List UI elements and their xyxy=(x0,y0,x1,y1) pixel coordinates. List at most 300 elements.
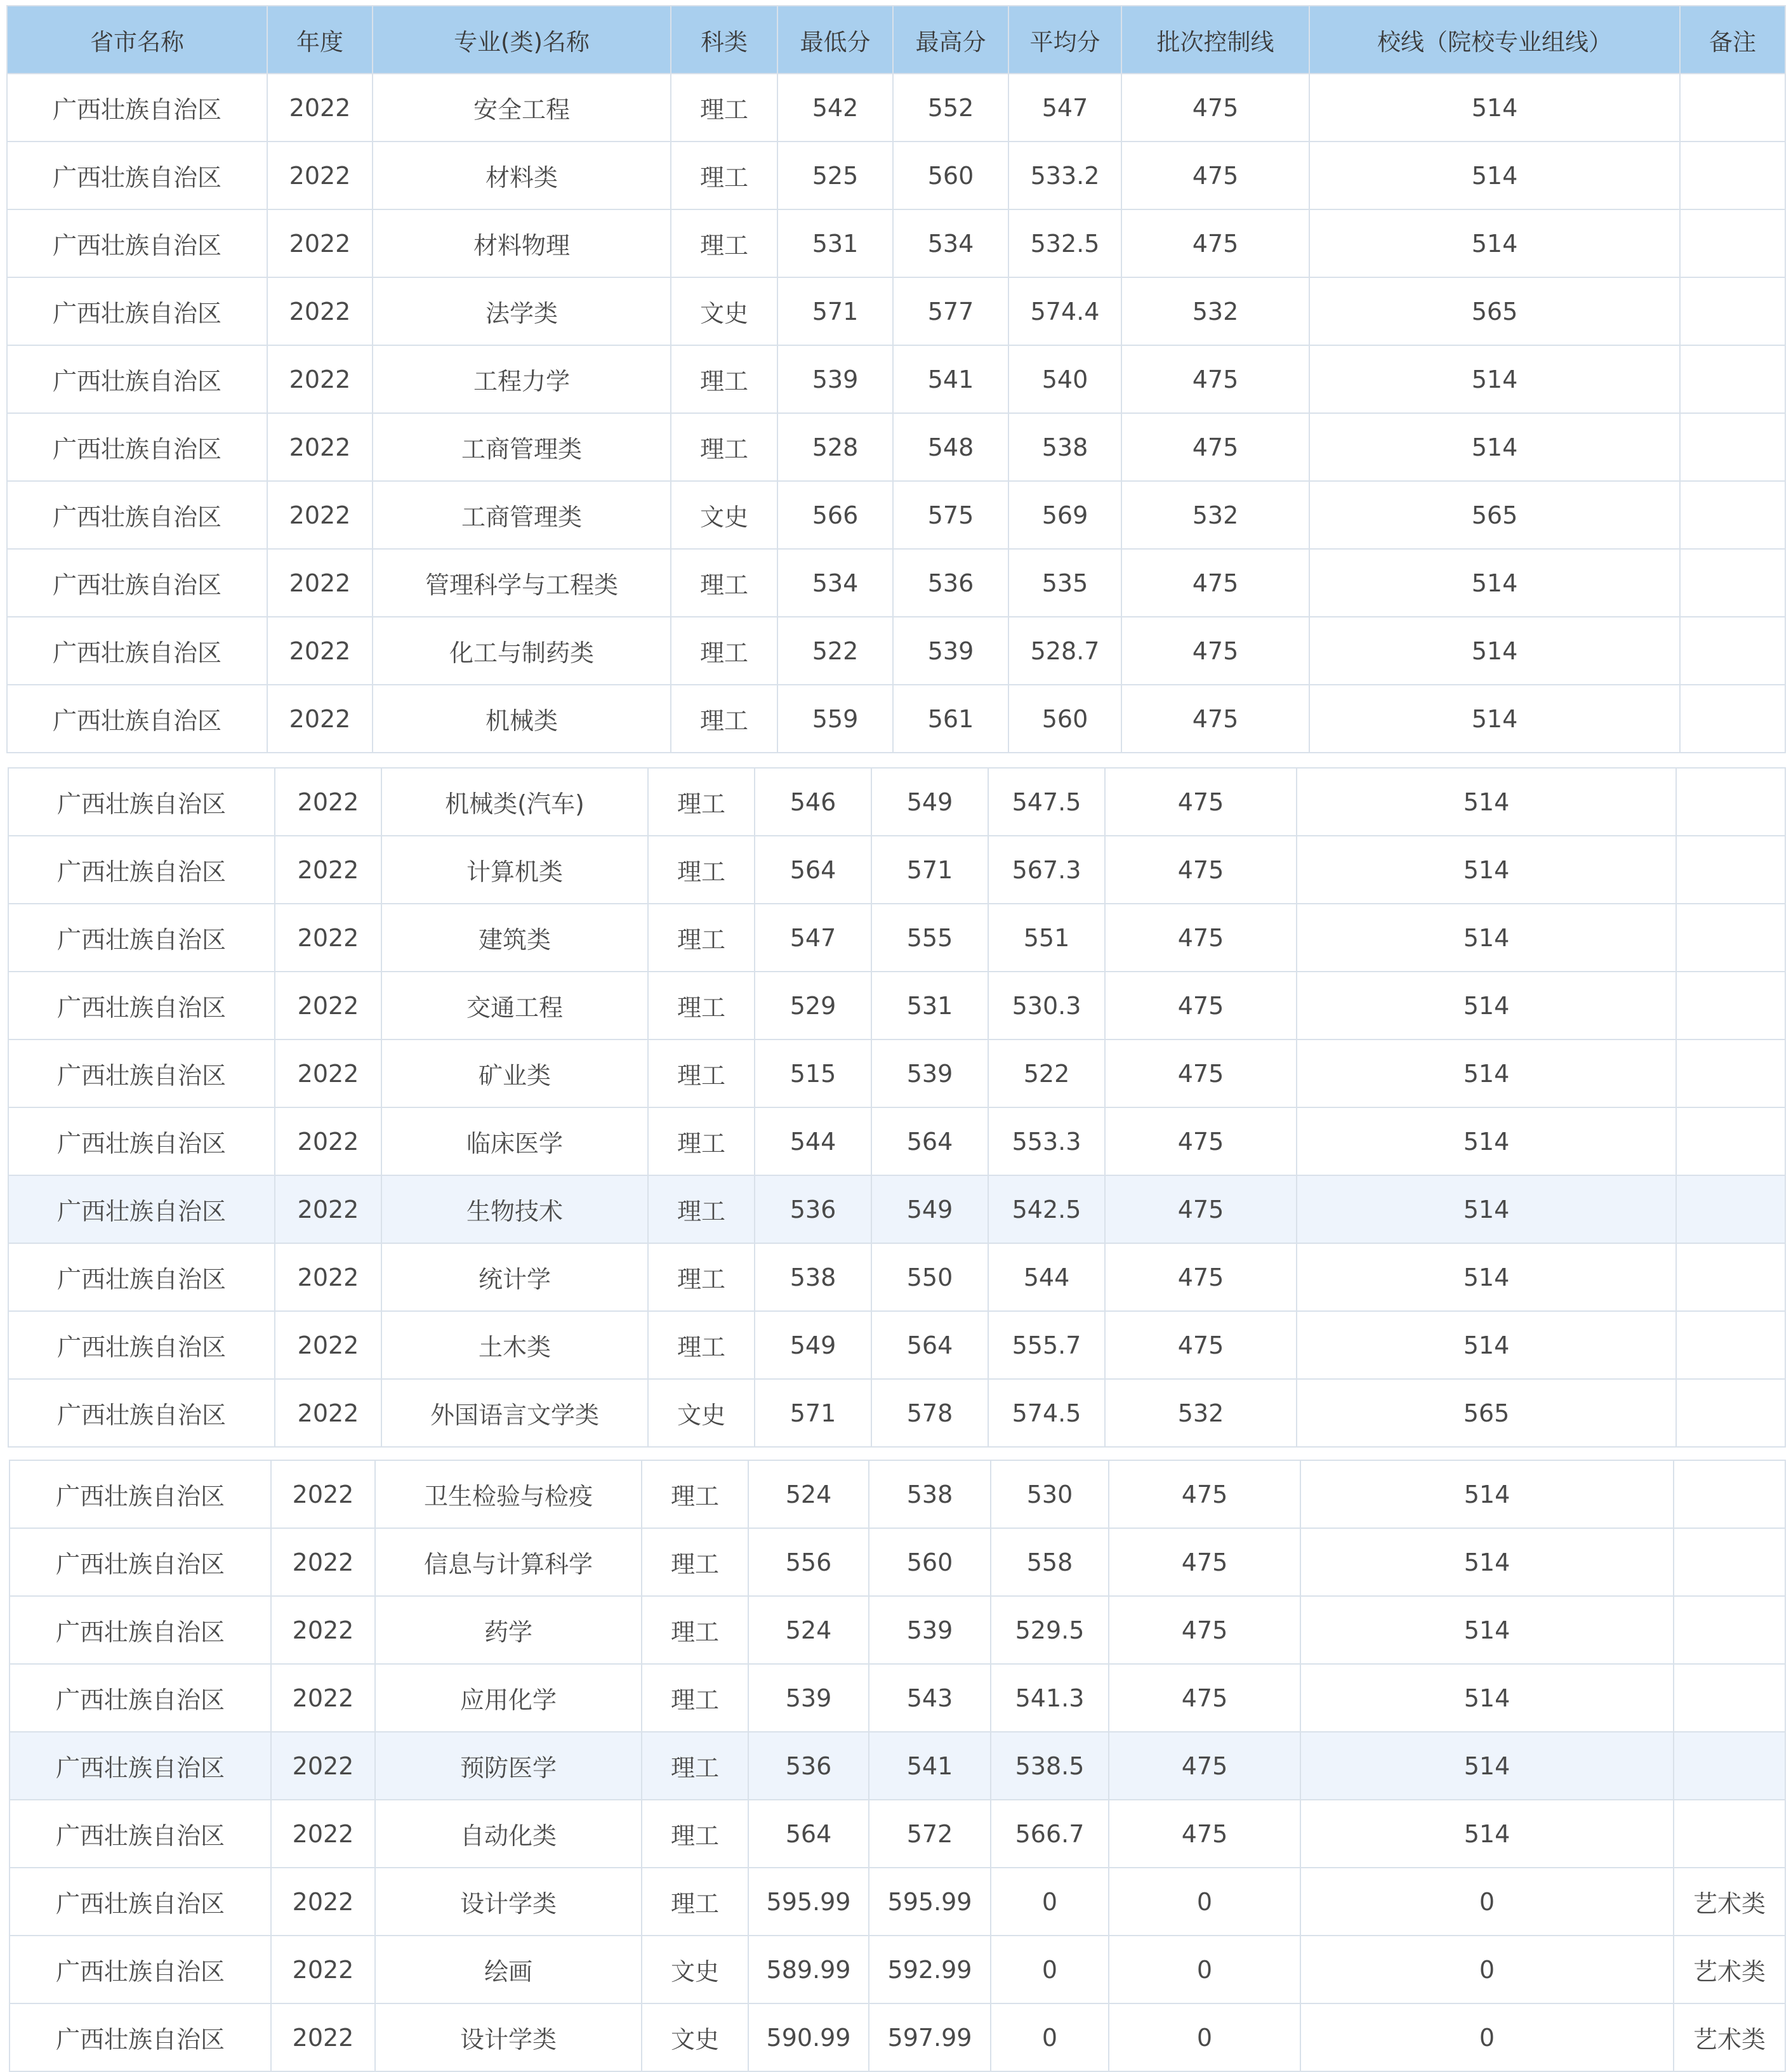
cell-avg-score: 0 xyxy=(991,1936,1109,2003)
cell-province: 广西壮族自治区 xyxy=(7,209,267,277)
cell-batch-line: 475 xyxy=(1105,904,1297,972)
cell-school-line: 565 xyxy=(1309,277,1680,345)
cell-category: 理工 xyxy=(648,1107,755,1175)
cell-batch-line: 532 xyxy=(1121,481,1309,549)
table-row[interactable] xyxy=(10,1528,1785,1596)
header-category[interactable]: 科类 xyxy=(671,6,777,74)
cell-category: 理工 xyxy=(648,1039,755,1107)
cell-major: 工商管理类 xyxy=(373,413,671,481)
cell-year: 2022 xyxy=(267,685,373,753)
cell-year: 2022 xyxy=(271,2003,375,2071)
cell-year: 2022 xyxy=(267,345,373,413)
cell-max-score: 571 xyxy=(871,836,988,904)
cell-province: 广西壮族自治区 xyxy=(10,1528,271,1596)
cell-min-score: 544 xyxy=(755,1107,871,1175)
scores-table-part-2 xyxy=(8,767,1786,1448)
cell-min-score: 589.99 xyxy=(748,1936,869,2003)
cell-school-line: 514 xyxy=(1300,1460,1674,1528)
header-batch-line[interactable]: 批次控制线 xyxy=(1121,6,1309,74)
cell-batch-line: 475 xyxy=(1105,1175,1297,1243)
cell-avg-score: 542.5 xyxy=(988,1175,1105,1243)
cell-avg-score: 574.5 xyxy=(988,1379,1105,1447)
cell-remarks xyxy=(1676,972,1785,1039)
cell-school-line: 514 xyxy=(1309,209,1680,277)
table-row[interactable] xyxy=(7,209,1785,277)
cell-year: 2022 xyxy=(267,617,373,685)
cell-category: 理工 xyxy=(671,209,777,277)
cell-max-score: 592.99 xyxy=(869,1936,991,2003)
header-major[interactable]: 专业(类)名称 xyxy=(373,6,671,74)
table-row[interactable] xyxy=(8,1175,1785,1243)
cell-school-line: 514 xyxy=(1300,1528,1674,1596)
cell-major: 材料物理 xyxy=(373,209,671,277)
cell-remarks xyxy=(1680,142,1785,209)
cell-max-score: 534 xyxy=(893,209,1008,277)
cell-category: 理工 xyxy=(671,685,777,753)
cell-avg-score: 551 xyxy=(988,904,1105,972)
cell-avg-score: 566.7 xyxy=(991,1800,1109,1868)
cell-category: 理工 xyxy=(671,413,777,481)
cell-major: 预防医学 xyxy=(375,1732,642,1800)
cell-avg-score: 555.7 xyxy=(988,1311,1105,1379)
cell-year: 2022 xyxy=(271,1664,375,1732)
cell-school-line: 514 xyxy=(1309,345,1680,413)
cell-province: 广西壮族自治区 xyxy=(8,972,275,1039)
cell-province: 广西壮族自治区 xyxy=(8,1107,275,1175)
cell-major: 生物技术 xyxy=(381,1175,648,1243)
cell-remarks xyxy=(1674,1664,1785,1732)
table-row[interactable] xyxy=(10,1936,1785,2003)
cell-year: 2022 xyxy=(267,74,373,142)
cell-min-score: 538 xyxy=(755,1243,871,1311)
cell-remarks xyxy=(1676,1175,1785,1243)
cell-min-score: 542 xyxy=(777,74,893,142)
cell-max-score: 550 xyxy=(871,1243,988,1311)
cell-batch-line: 532 xyxy=(1121,277,1309,345)
cell-remarks xyxy=(1676,1311,1785,1379)
cell-major: 机械类(汽车) xyxy=(381,768,648,836)
cell-school-line: 514 xyxy=(1297,836,1676,904)
cell-category: 理工 xyxy=(648,836,755,904)
cell-major: 化工与制药类 xyxy=(373,617,671,685)
cell-major: 外国语言文学类 xyxy=(381,1379,648,1447)
table-row[interactable] xyxy=(10,1800,1785,1868)
cell-major: 安全工程 xyxy=(373,74,671,142)
cell-max-score: 555 xyxy=(871,904,988,972)
cell-year: 2022 xyxy=(275,1039,381,1107)
cell-batch-line: 475 xyxy=(1121,74,1309,142)
cell-province: 广西壮族自治区 xyxy=(10,1800,271,1868)
cell-year: 2022 xyxy=(271,1868,375,1936)
cell-year: 2022 xyxy=(275,1107,381,1175)
cell-max-score: 541 xyxy=(869,1732,991,1800)
cell-school-line: 514 xyxy=(1309,549,1680,617)
cell-avg-score: 547.5 xyxy=(988,768,1105,836)
cell-max-score: 549 xyxy=(871,1175,988,1243)
cell-batch-line: 475 xyxy=(1121,685,1309,753)
cell-year: 2022 xyxy=(271,1528,375,1596)
cell-year: 2022 xyxy=(271,1800,375,1868)
table-row[interactable] xyxy=(7,685,1785,753)
cell-avg-score: 0 xyxy=(991,1868,1109,1936)
cell-batch-line: 0 xyxy=(1109,1868,1300,1936)
cell-school-line: 514 xyxy=(1300,1732,1674,1800)
cell-category: 理工 xyxy=(642,1732,748,1800)
table-row[interactable] xyxy=(8,768,1785,836)
cell-year: 2022 xyxy=(271,1460,375,1528)
cell-batch-line: 475 xyxy=(1109,1528,1300,1596)
table-header-row xyxy=(7,6,1785,74)
cell-avg-score: 535 xyxy=(1008,549,1121,617)
cell-major: 法学类 xyxy=(373,277,671,345)
cell-remarks xyxy=(1676,1039,1785,1107)
cell-batch-line: 475 xyxy=(1121,345,1309,413)
cell-remarks xyxy=(1680,277,1785,345)
table-row[interactable] xyxy=(7,413,1785,481)
cell-category: 理工 xyxy=(648,1175,755,1243)
cell-remarks xyxy=(1674,1800,1785,1868)
cell-province: 广西壮族自治区 xyxy=(10,1664,271,1732)
cell-max-score: 549 xyxy=(871,768,988,836)
cell-batch-line: 475 xyxy=(1121,142,1309,209)
cell-major: 材料类 xyxy=(373,142,671,209)
cell-min-score: 536 xyxy=(755,1175,871,1243)
cell-min-score: 571 xyxy=(777,277,893,345)
cell-major: 绘画 xyxy=(375,1936,642,2003)
cell-year: 2022 xyxy=(267,481,373,549)
cell-category: 理工 xyxy=(648,1311,755,1379)
cell-province: 广西壮族自治区 xyxy=(8,1175,275,1243)
cell-batch-line: 475 xyxy=(1109,1460,1300,1528)
table-row[interactable] xyxy=(10,1868,1785,1936)
header-min-score[interactable]: 最低分 xyxy=(777,6,893,74)
cell-max-score: 572 xyxy=(869,1800,991,1868)
header-avg-score[interactable]: 平均分 xyxy=(1008,6,1121,74)
cell-province: 广西壮族自治区 xyxy=(7,549,267,617)
cell-category: 理工 xyxy=(642,1460,748,1528)
cell-school-line: 514 xyxy=(1297,1243,1676,1311)
cell-batch-line: 475 xyxy=(1105,836,1297,904)
cell-category: 文史 xyxy=(671,481,777,549)
cell-province: 广西壮族自治区 xyxy=(7,413,267,481)
header-school-line[interactable]: 校线（院校专业组线） xyxy=(1309,6,1680,74)
cell-category: 文史 xyxy=(671,277,777,345)
cell-province: 广西壮族自治区 xyxy=(8,1243,275,1311)
cell-avg-score: 529.5 xyxy=(991,1596,1109,1664)
table-row[interactable] xyxy=(10,1732,1785,1800)
cell-province: 广西壮族自治区 xyxy=(10,2003,271,2071)
table-row[interactable] xyxy=(10,2003,1785,2071)
cell-min-score: 531 xyxy=(777,209,893,277)
cell-batch-line: 0 xyxy=(1109,2003,1300,2071)
cell-category: 理工 xyxy=(642,1528,748,1596)
cell-school-line: 514 xyxy=(1297,1175,1676,1243)
cell-avg-score: 532.5 xyxy=(1008,209,1121,277)
cell-school-line: 565 xyxy=(1309,481,1680,549)
cell-avg-score: 533.2 xyxy=(1008,142,1121,209)
cell-min-score: 529 xyxy=(755,972,871,1039)
cell-avg-score: 0 xyxy=(991,2003,1109,2071)
cell-category: 理工 xyxy=(642,1596,748,1664)
cell-batch-line: 475 xyxy=(1105,1107,1297,1175)
cell-province: 广西壮族自治区 xyxy=(10,1596,271,1664)
cell-year: 2022 xyxy=(267,142,373,209)
cell-remarks xyxy=(1674,1460,1785,1528)
cell-major: 管理科学与工程类 xyxy=(373,549,671,617)
cell-batch-line: 475 xyxy=(1109,1800,1300,1868)
cell-major: 交通工程 xyxy=(381,972,648,1039)
cell-remarks xyxy=(1680,209,1785,277)
cell-min-score: 534 xyxy=(777,549,893,617)
cell-batch-line: 475 xyxy=(1121,617,1309,685)
cell-max-score: 564 xyxy=(871,1311,988,1379)
cell-major: 机械类 xyxy=(373,685,671,753)
cell-category: 理工 xyxy=(648,768,755,836)
cell-school-line: 514 xyxy=(1300,1664,1674,1732)
cell-avg-score: 522 xyxy=(988,1039,1105,1107)
cell-year: 2022 xyxy=(275,836,381,904)
table-row[interactable] xyxy=(7,277,1785,345)
cell-year: 2022 xyxy=(275,972,381,1039)
cell-min-score: 546 xyxy=(755,768,871,836)
cell-school-line: 514 xyxy=(1297,768,1676,836)
cell-school-line: 514 xyxy=(1309,685,1680,753)
cell-batch-line: 0 xyxy=(1109,1936,1300,2003)
header-province[interactable]: 省市名称 xyxy=(7,6,267,74)
cell-year: 2022 xyxy=(275,1379,381,1447)
cell-school-line: 0 xyxy=(1300,1868,1674,1936)
cell-province: 广西壮族自治区 xyxy=(10,1460,271,1528)
cell-major: 矿业类 xyxy=(381,1039,648,1107)
cell-category: 理工 xyxy=(671,617,777,685)
cell-remarks xyxy=(1680,481,1785,549)
cell-remarks xyxy=(1680,549,1785,617)
cell-min-score: 566 xyxy=(777,481,893,549)
cell-category: 理工 xyxy=(671,549,777,617)
cell-min-score: 595.99 xyxy=(748,1868,869,1936)
cell-major: 土木类 xyxy=(381,1311,648,1379)
header-max-score[interactable]: 最高分 xyxy=(893,6,1008,74)
cell-year: 2022 xyxy=(275,904,381,972)
cell-major: 建筑类 xyxy=(381,904,648,972)
cell-batch-line: 475 xyxy=(1121,209,1309,277)
cell-province: 广西壮族自治区 xyxy=(7,617,267,685)
cell-category: 理工 xyxy=(648,904,755,972)
cell-major: 设计学类 xyxy=(375,1868,642,1936)
cell-category: 文史 xyxy=(648,1379,755,1447)
cell-avg-score: 560 xyxy=(1008,685,1121,753)
cell-year: 2022 xyxy=(275,768,381,836)
cell-major: 药学 xyxy=(375,1596,642,1664)
cell-avg-score: 547 xyxy=(1008,74,1121,142)
cell-remarks xyxy=(1680,617,1785,685)
cell-major: 设计学类 xyxy=(375,2003,642,2071)
table-row[interactable] xyxy=(8,904,1785,972)
cell-max-score: 560 xyxy=(893,142,1008,209)
cell-avg-score: 569 xyxy=(1008,481,1121,549)
cell-batch-line: 475 xyxy=(1109,1596,1300,1664)
cell-min-score: 564 xyxy=(755,836,871,904)
cell-remarks: 艺术类 xyxy=(1674,1936,1785,2003)
cell-max-score: 539 xyxy=(893,617,1008,685)
cell-school-line: 514 xyxy=(1297,1039,1676,1107)
cell-province: 广西壮族自治区 xyxy=(7,142,267,209)
cell-category: 理工 xyxy=(671,74,777,142)
cell-school-line: 514 xyxy=(1300,1596,1674,1664)
cell-category: 理工 xyxy=(671,142,777,209)
cell-max-score: 560 xyxy=(869,1528,991,1596)
table-row[interactable] xyxy=(8,1379,1785,1447)
cell-max-score: 564 xyxy=(871,1107,988,1175)
cell-max-score: 539 xyxy=(869,1596,991,1664)
table-row[interactable] xyxy=(10,1664,1785,1732)
cell-remarks xyxy=(1676,1379,1785,1447)
table-row[interactable] xyxy=(8,1039,1785,1107)
cell-min-score: 590.99 xyxy=(748,2003,869,2071)
cell-province: 广西壮族自治区 xyxy=(8,768,275,836)
cell-category: 理工 xyxy=(642,1664,748,1732)
table-row[interactable] xyxy=(7,549,1785,617)
cell-school-line: 514 xyxy=(1297,1311,1676,1379)
cell-province: 广西壮族自治区 xyxy=(8,1039,275,1107)
scores-table-part-1 xyxy=(6,5,1786,753)
cell-major: 临床医学 xyxy=(381,1107,648,1175)
cell-year: 2022 xyxy=(267,549,373,617)
cell-batch-line: 532 xyxy=(1105,1379,1297,1447)
cell-remarks xyxy=(1676,904,1785,972)
cell-school-line: 0 xyxy=(1300,2003,1674,2071)
cell-avg-score: 567.3 xyxy=(988,836,1105,904)
table-row[interactable] xyxy=(7,345,1785,413)
cell-major: 工程力学 xyxy=(373,345,671,413)
header-remarks[interactable]: 备注 xyxy=(1680,6,1785,74)
cell-max-score: 539 xyxy=(871,1039,988,1107)
cell-remarks xyxy=(1680,413,1785,481)
cell-min-score: 539 xyxy=(748,1664,869,1732)
cell-category: 理工 xyxy=(648,972,755,1039)
scores-table-part-3 xyxy=(9,1460,1786,2072)
cell-avg-score: 530 xyxy=(991,1460,1109,1528)
cell-remarks xyxy=(1674,1528,1785,1596)
cell-category: 理工 xyxy=(671,345,777,413)
cell-min-score: 515 xyxy=(755,1039,871,1107)
cell-avg-score: 544 xyxy=(988,1243,1105,1311)
cell-batch-line: 475 xyxy=(1105,1039,1297,1107)
table-row[interactable] xyxy=(8,972,1785,1039)
cell-school-line: 514 xyxy=(1300,1800,1674,1868)
cell-remarks xyxy=(1676,1107,1785,1175)
cell-major: 卫生检验与检疫 xyxy=(375,1460,642,1528)
table-row[interactable] xyxy=(10,1460,1785,1528)
cell-max-score: 552 xyxy=(893,74,1008,142)
cell-year: 2022 xyxy=(275,1311,381,1379)
cell-avg-score: 541.3 xyxy=(991,1664,1109,1732)
header-year[interactable]: 年度 xyxy=(267,6,373,74)
cell-province: 广西壮族自治区 xyxy=(10,1936,271,2003)
table-row[interactable] xyxy=(10,1596,1785,1664)
table-row[interactable] xyxy=(7,142,1785,209)
cell-max-score: 595.99 xyxy=(869,1868,991,1936)
cell-min-score: 539 xyxy=(777,345,893,413)
cell-school-line: 514 xyxy=(1297,1107,1676,1175)
cell-min-score: 556 xyxy=(748,1528,869,1596)
cell-max-score: 597.99 xyxy=(869,2003,991,2071)
table-row[interactable] xyxy=(8,1311,1785,1379)
cell-max-score: 543 xyxy=(869,1664,991,1732)
cell-province: 广西壮族自治区 xyxy=(10,1732,271,1800)
cell-avg-score: 530.3 xyxy=(988,972,1105,1039)
cell-avg-score: 540 xyxy=(1008,345,1121,413)
cell-max-score: 561 xyxy=(893,685,1008,753)
table-row[interactable] xyxy=(8,1243,1785,1311)
cell-school-line: 514 xyxy=(1309,74,1680,142)
cell-province: 广西壮族自治区 xyxy=(10,1868,271,1936)
cell-min-score: 564 xyxy=(748,1800,869,1868)
cell-major: 工商管理类 xyxy=(373,481,671,549)
table-row[interactable] xyxy=(8,836,1785,904)
cell-avg-score: 538.5 xyxy=(991,1732,1109,1800)
cell-remarks xyxy=(1674,1732,1785,1800)
cell-school-line: 565 xyxy=(1297,1379,1676,1447)
cell-province: 广西壮族自治区 xyxy=(7,685,267,753)
cell-batch-line: 475 xyxy=(1109,1664,1300,1732)
cell-min-score: 522 xyxy=(777,617,893,685)
cell-year: 2022 xyxy=(267,413,373,481)
table-row[interactable] xyxy=(7,481,1785,549)
cell-min-score: 524 xyxy=(748,1596,869,1664)
cell-max-score: 548 xyxy=(893,413,1008,481)
cell-min-score: 571 xyxy=(755,1379,871,1447)
cell-min-score: 536 xyxy=(748,1732,869,1800)
cell-category: 理工 xyxy=(642,1868,748,1936)
cell-max-score: 538 xyxy=(869,1460,991,1528)
cell-avg-score: 574.4 xyxy=(1008,277,1121,345)
cell-province: 广西壮族自治区 xyxy=(8,836,275,904)
cell-province: 广西壮族自治区 xyxy=(8,1379,275,1447)
table-row[interactable] xyxy=(7,617,1785,685)
cell-school-line: 514 xyxy=(1309,413,1680,481)
cell-remarks xyxy=(1680,685,1785,753)
cell-province: 广西壮族自治区 xyxy=(8,1311,275,1379)
cell-major: 统计学 xyxy=(381,1243,648,1311)
cell-major: 应用化学 xyxy=(375,1664,642,1732)
cell-school-line: 514 xyxy=(1297,904,1676,972)
cell-province: 广西壮族自治区 xyxy=(8,904,275,972)
cell-min-score: 524 xyxy=(748,1460,869,1528)
cell-min-score: 559 xyxy=(777,685,893,753)
cell-year: 2022 xyxy=(275,1175,381,1243)
table-row[interactable] xyxy=(8,1107,1785,1175)
cell-batch-line: 475 xyxy=(1121,413,1309,481)
cell-category: 文史 xyxy=(642,2003,748,2071)
cell-major: 计算机类 xyxy=(381,836,648,904)
cell-batch-line: 475 xyxy=(1121,549,1309,617)
cell-max-score: 577 xyxy=(893,277,1008,345)
cell-year: 2022 xyxy=(267,209,373,277)
cell-province: 广西壮族自治区 xyxy=(7,481,267,549)
cell-year: 2022 xyxy=(271,1732,375,1800)
cell-batch-line: 475 xyxy=(1105,1311,1297,1379)
cell-year: 2022 xyxy=(267,277,373,345)
cell-min-score: 549 xyxy=(755,1311,871,1379)
cell-province: 广西壮族自治区 xyxy=(7,74,267,142)
cell-remarks: 艺术类 xyxy=(1674,2003,1785,2071)
cell-remarks xyxy=(1676,1243,1785,1311)
cell-avg-score: 538 xyxy=(1008,413,1121,481)
cell-year: 2022 xyxy=(275,1243,381,1311)
cell-major: 信息与计算科学 xyxy=(375,1528,642,1596)
table-row[interactable] xyxy=(7,74,1785,142)
